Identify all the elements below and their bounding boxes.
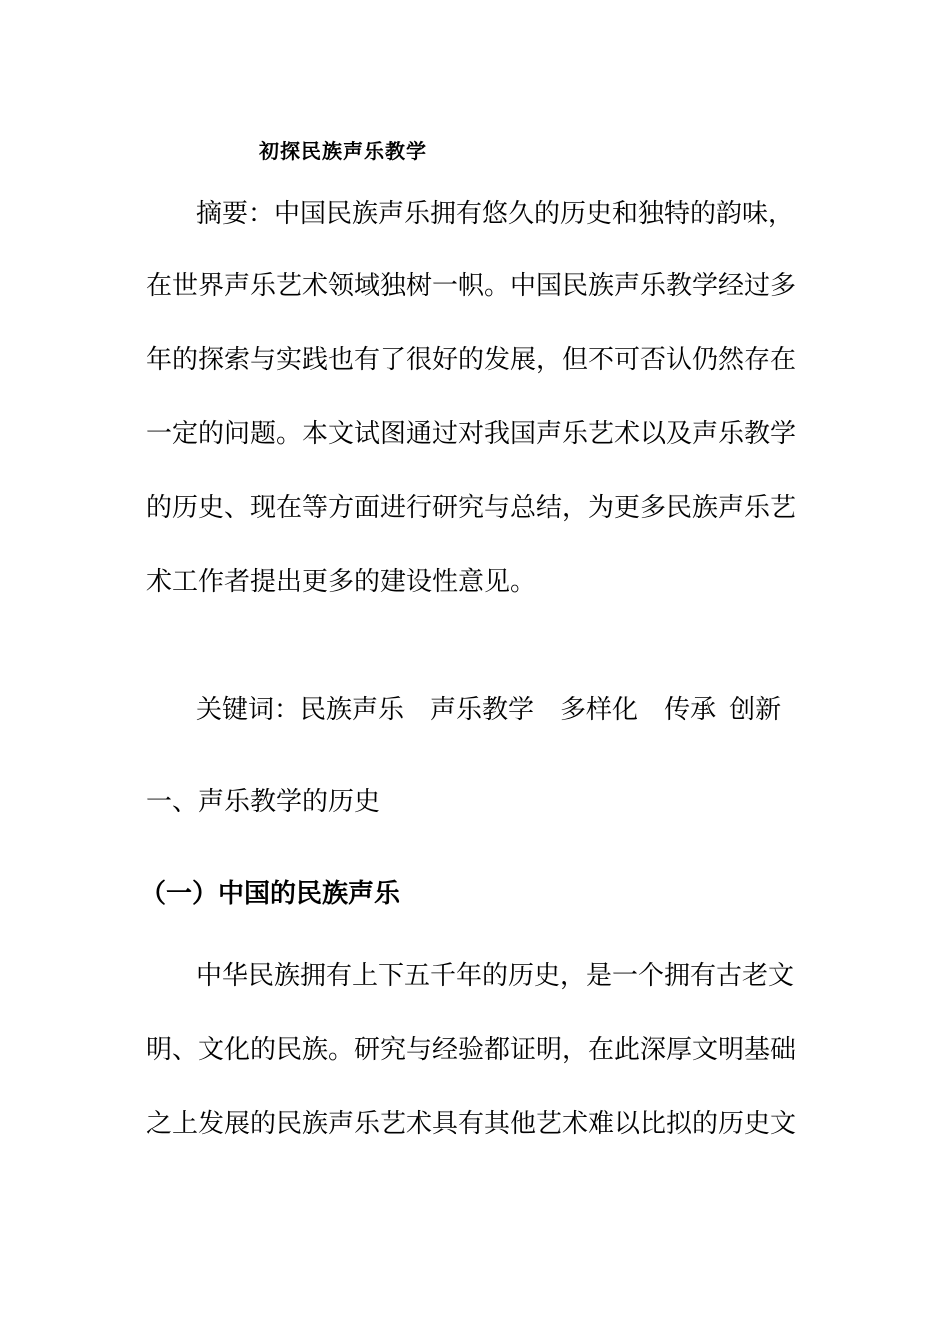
body-line: 之上发展的民族声乐艺术具有其他艺术难以比拟的历史文 (146, 1109, 797, 1139)
keyword-item: 声乐教学 (430, 695, 535, 725)
abstract-line: 年的探索与实践也有了很好的发展，但不可否认仍然存在 (146, 345, 797, 375)
subsection-heading: （一）中国的民族声乐 (140, 879, 401, 909)
keyword-item: 创新 (729, 695, 782, 725)
abstract-line: 一定的问题。本文试图通过对我国声乐艺术以及声乐教学 (146, 419, 797, 449)
keywords-label: 关键词： (196, 695, 301, 725)
abstract-line: 术工作者提出更多的建设性意见。 (146, 567, 537, 597)
abstract-line: 的历史、现在等方面进行研究与总结，为更多民族声乐艺 (146, 493, 797, 523)
abstract-line: 摘要：中国民族声乐拥有悠久的历史和独特的韵味， (196, 199, 795, 229)
keywords-line (196, 690, 781, 730)
document-title: 初探民族声乐教学 (259, 139, 427, 163)
body-line: 明、文化的民族。研究与经验都证明，在此深厚文明基础 (146, 1035, 797, 1065)
body-line: 中华民族拥有上下五千年的历史，是一个拥有古老文 (196, 961, 795, 991)
section-heading: 一、声乐教学的历史 (146, 787, 381, 817)
abstract-line: 在世界声乐艺术领域独树一帜。中国民族声乐教学经过多 (146, 271, 797, 301)
keyword-item: 多样化 (560, 695, 639, 725)
keyword-item: 民族声乐 (300, 695, 405, 725)
keyword-item: 传承 (664, 695, 717, 725)
